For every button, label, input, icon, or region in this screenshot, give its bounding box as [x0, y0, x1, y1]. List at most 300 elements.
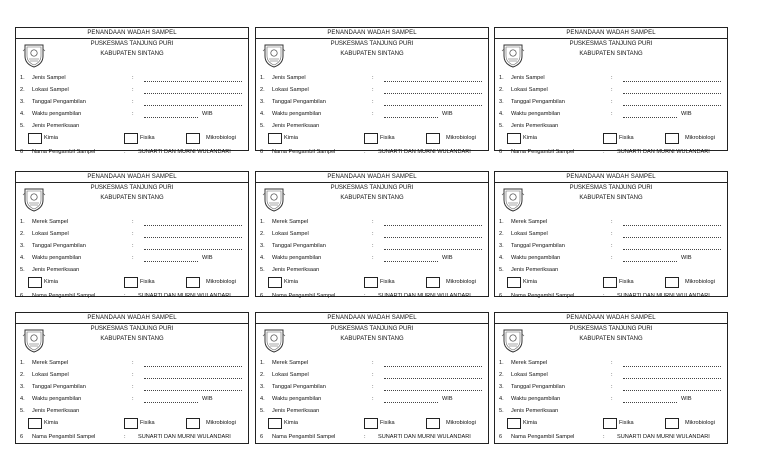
exam-type-row: [20, 406, 248, 418]
institution-regency: KABUPATEN SINTANG: [340, 51, 404, 57]
form-fields: [16, 217, 248, 303]
form-field-row: [260, 382, 488, 394]
field-number: 4.: [260, 396, 265, 402]
form-field-row: [20, 394, 248, 406]
form-field-row: [499, 217, 727, 229]
field-fill-line[interactable]: [623, 231, 721, 238]
form-field-row: [260, 229, 488, 241]
form-field-row: [499, 253, 727, 265]
fisika-label: Fisika: [619, 420, 634, 426]
institution-regency: KABUPATEN SINTANG: [340, 336, 404, 342]
fisika-checkbox[interactable]: [124, 418, 138, 429]
mikrobiologi-checkbox[interactable]: [665, 133, 679, 144]
form-field-row: [499, 358, 727, 370]
field-label: Lokasi Sampel: [272, 87, 309, 93]
field-number: 5.: [20, 267, 25, 273]
exam-type-row: [499, 265, 727, 277]
field-fill-line[interactable]: [384, 231, 482, 238]
field-colon: :: [611, 396, 613, 402]
fisika-checkbox[interactable]: [364, 277, 378, 288]
kimia-label: Kimia: [284, 135, 298, 141]
form-fields: [256, 217, 488, 303]
field-number: 4.: [260, 111, 265, 117]
field-fill-line[interactable]: [623, 372, 721, 379]
field-number: 3.: [260, 243, 265, 249]
field-label: Jenis Pemeriksaan: [511, 408, 559, 414]
field-fill-line[interactable]: [144, 384, 242, 391]
field-fill-line[interactable]: [384, 99, 482, 106]
label-header: PENANDAAN WADAH SAMPEL: [495, 172, 727, 183]
field-colon: :: [611, 255, 613, 261]
exam-type-row: [260, 121, 488, 133]
form-fields: [256, 358, 488, 444]
field-fill-line[interactable]: [144, 360, 242, 367]
field-fill-line[interactable]: [623, 87, 721, 94]
field-fill-line[interactable]: [384, 384, 482, 391]
wib-unit: WIB: [442, 111, 453, 117]
institution-regency: KABUPATEN SINTANG: [579, 195, 643, 201]
field-number: 3.: [20, 384, 25, 390]
field-label: Nama Pengambil Sampel: [511, 293, 575, 299]
exam-checkboxes: [260, 133, 488, 147]
fisika-checkbox[interactable]: [364, 418, 378, 429]
field-label: Lokasi Sampel: [32, 372, 69, 378]
field-label: Tanggal Pengambilan: [511, 243, 565, 249]
field-colon: :: [132, 360, 134, 366]
field-label: Lokasi Sampel: [32, 87, 69, 93]
field-label: Waktu pengambilan: [511, 396, 561, 402]
field-number: 3.: [499, 243, 504, 249]
field-colon: :: [372, 75, 374, 81]
form-field-row: [499, 394, 727, 406]
field-colon: :: [611, 219, 613, 225]
field-colon: :: [611, 384, 613, 390]
field-number: 6: [20, 293, 24, 299]
collector-name: SUNARTI DAN MURNI WULANDARI: [138, 293, 231, 299]
field-number: 4.: [499, 111, 504, 117]
field-label: Jenis Pemeriksaan: [32, 123, 80, 129]
field-label: Jenis Pemeriksaan: [511, 267, 559, 273]
field-number: 5.: [20, 123, 25, 129]
field-label: Jenis Pemeriksaan: [511, 123, 559, 129]
kimia-checkbox[interactable]: [507, 418, 521, 429]
field-colon: :: [132, 75, 134, 81]
institution-block: [495, 39, 727, 73]
field-number: 4.: [499, 396, 504, 402]
institution-block: [16, 39, 248, 73]
field-colon: :: [611, 243, 613, 249]
field-colon: :: [611, 360, 613, 366]
institution-regency: KABUPATEN SINTANG: [100, 336, 164, 342]
field-label: Jenis Pemeriksaan: [272, 408, 320, 414]
field-colon: :: [603, 434, 605, 440]
collector-row: [260, 432, 488, 444]
form-field-row: [260, 358, 488, 370]
field-colon: :: [132, 384, 134, 390]
collector-row: [260, 147, 488, 159]
collector-row: [499, 432, 727, 444]
form-field-row: [499, 370, 727, 382]
institution-name: PUSKESMAS TANJUNG PURI: [330, 185, 414, 191]
exam-checkboxes: [260, 277, 488, 291]
form-field-row: [20, 370, 248, 382]
form-field-row: [499, 73, 727, 85]
field-label: Jenis Pemeriksaan: [272, 123, 320, 129]
institution-block: [495, 183, 727, 217]
field-colon: :: [611, 87, 613, 93]
mikrobiologi-label: Mikrobiologi: [685, 279, 715, 285]
form-field-row: [260, 394, 488, 406]
field-colon: :: [372, 87, 374, 93]
exam-type-row: [20, 121, 248, 133]
field-label: Tanggal Pengambilan: [272, 384, 326, 390]
exam-checkboxes: [260, 418, 488, 432]
field-number: 6: [260, 293, 264, 299]
field-label: Tanggal Pengambilan: [272, 99, 326, 105]
form-field-row: [260, 253, 488, 265]
field-fill-line[interactable]: [384, 219, 482, 226]
field-fill-line[interactable]: [384, 87, 482, 94]
field-fill-line[interactable]: [144, 396, 198, 403]
form-field-row: [260, 370, 488, 382]
field-fill-line[interactable]: [623, 111, 677, 118]
field-colon: :: [132, 243, 134, 249]
field-label: Tanggal Pengambilan: [272, 243, 326, 249]
field-number: 5.: [499, 267, 504, 273]
field-label: Nama Pengambil Sampel: [32, 434, 96, 440]
field-label: Tanggal Pengambilan: [32, 243, 86, 249]
kimia-checkbox[interactable]: [268, 418, 282, 429]
fisika-checkbox[interactable]: [603, 133, 617, 144]
field-fill-line[interactable]: [384, 372, 482, 379]
field-fill-line[interactable]: [623, 243, 721, 250]
field-number: 4.: [20, 255, 25, 261]
field-colon: :: [611, 99, 613, 105]
collector-name: SUNARTI DAN MURNI WULANDARI: [617, 149, 710, 155]
sample-label-card: [494, 27, 728, 155]
field-label: Merek Sampel: [511, 219, 548, 225]
institution-name: PUSKESMAS TANJUNG PURI: [90, 185, 174, 191]
field-colon: :: [603, 149, 605, 155]
mikrobiologi-checkbox[interactable]: [665, 418, 679, 429]
wib-unit: WIB: [442, 255, 453, 261]
field-colon: :: [364, 149, 366, 155]
field-fill-line[interactable]: [384, 396, 438, 403]
field-colon: :: [364, 434, 366, 440]
kimia-checkbox[interactable]: [507, 133, 521, 144]
kimia-checkbox[interactable]: [28, 418, 42, 429]
field-number: 1.: [499, 75, 504, 81]
sample-label-card: [494, 312, 728, 444]
form-field-row: [499, 241, 727, 253]
field-label: Nama Pengambil Sampel: [511, 434, 575, 440]
field-number: 1.: [260, 219, 265, 225]
field-number: 1.: [260, 75, 265, 81]
exam-type-row: [260, 406, 488, 418]
wib-unit: WIB: [202, 255, 213, 261]
kimia-checkbox[interactable]: [28, 133, 42, 144]
field-label: Nama Pengambil Sampel: [32, 293, 96, 299]
fisika-label: Fisika: [619, 279, 634, 285]
form-fields: [256, 73, 488, 159]
label-header: PENANDAAN WADAH SAMPEL: [256, 313, 488, 324]
field-label: Tanggal Pengambilan: [511, 384, 565, 390]
exam-checkboxes: [499, 277, 727, 291]
kimia-label: Kimia: [44, 135, 58, 141]
field-fill-line[interactable]: [623, 396, 677, 403]
field-label: Tanggal Pengambilan: [32, 99, 86, 105]
field-label: Merek Sampel: [32, 219, 69, 225]
field-number: 2.: [499, 87, 504, 93]
sample-label-card: [255, 171, 489, 297]
institution-regency: KABUPATEN SINTANG: [340, 195, 404, 201]
mikrobiologi-checkbox[interactable]: [186, 277, 200, 288]
field-label: Waktu pengambilan: [511, 111, 561, 117]
field-colon: :: [132, 87, 134, 93]
mikrobiologi-checkbox[interactable]: [186, 133, 200, 144]
exam-type-row: [499, 406, 727, 418]
field-colon: :: [372, 231, 374, 237]
form-fields: [16, 358, 248, 444]
collector-name: SUNARTI DAN MURNI WULANDARI: [617, 293, 710, 299]
institution-name: PUSKESMAS TANJUNG PURI: [569, 41, 653, 47]
fisika-checkbox[interactable]: [124, 133, 138, 144]
field-label: Jenis Sampel: [511, 75, 545, 81]
field-colon: :: [132, 231, 134, 237]
institution-block: [16, 183, 248, 217]
collector-row: [20, 432, 248, 444]
field-number: 5.: [499, 123, 504, 129]
field-label: Waktu pengambilan: [32, 396, 82, 402]
form-field-row: [20, 241, 248, 253]
field-fill-line[interactable]: [623, 75, 721, 82]
fisika-checkbox[interactable]: [603, 418, 617, 429]
kimia-checkbox[interactable]: [268, 277, 282, 288]
field-colon: :: [124, 293, 126, 299]
field-label: Waktu pengambilan: [32, 111, 82, 117]
institution-name: PUSKESMAS TANJUNG PURI: [90, 41, 174, 47]
field-fill-line[interactable]: [384, 243, 482, 250]
field-number: 2.: [20, 372, 25, 378]
mikrobiologi-checkbox[interactable]: [426, 418, 440, 429]
field-number: 3.: [260, 99, 265, 105]
field-label: Waktu pengambilan: [32, 255, 82, 261]
field-colon: :: [132, 372, 134, 378]
field-label: Lokasi Sampel: [511, 231, 548, 237]
sample-label-card: [15, 27, 249, 155]
field-label: Merek Sampel: [272, 360, 309, 366]
field-colon: :: [372, 360, 374, 366]
collector-name: SUNARTI DAN MURNI WULANDARI: [617, 434, 710, 440]
field-fill-line[interactable]: [144, 99, 242, 106]
fisika-label: Fisika: [140, 135, 155, 141]
field-number: 6: [260, 149, 264, 155]
field-colon: :: [611, 372, 613, 378]
exam-checkboxes: [20, 418, 248, 432]
field-fill-line[interactable]: [144, 111, 198, 118]
form-field-row: [20, 382, 248, 394]
field-fill-line[interactable]: [623, 255, 677, 262]
institution-regency: KABUPATEN SINTANG: [579, 51, 643, 57]
fisika-label: Fisika: [380, 135, 395, 141]
field-number: 4.: [20, 396, 25, 402]
form-field-row: [20, 97, 248, 109]
sample-label-card: [494, 171, 728, 297]
fisika-checkbox[interactable]: [124, 277, 138, 288]
exam-checkboxes: [499, 418, 727, 432]
collector-row: [260, 291, 488, 303]
field-number: 3.: [260, 384, 265, 390]
mikrobiologi-checkbox[interactable]: [186, 418, 200, 429]
label-header: PENANDAAN WADAH SAMPEL: [495, 28, 727, 39]
field-fill-line[interactable]: [623, 99, 721, 106]
institution-block: [256, 39, 488, 73]
form-fields: [495, 358, 727, 444]
field-colon: :: [132, 396, 134, 402]
institution-name: PUSKESMAS TANJUNG PURI: [330, 41, 414, 47]
field-label: Lokasi Sampel: [511, 372, 548, 378]
field-label: Jenis Sampel: [272, 75, 306, 81]
fisika-checkbox[interactable]: [364, 133, 378, 144]
exam-type-row: [499, 121, 727, 133]
field-label: Tanggal Pengambilan: [32, 384, 86, 390]
kimia-label: Kimia: [44, 279, 58, 285]
label-header: PENANDAAN WADAH SAMPEL: [16, 28, 248, 39]
field-number: 1.: [20, 360, 25, 366]
field-colon: :: [372, 99, 374, 105]
field-fill-line[interactable]: [144, 87, 242, 94]
field-number: 1.: [260, 360, 265, 366]
field-colon: :: [611, 231, 613, 237]
field-number: 6: [20, 149, 24, 155]
exam-type-row: [260, 265, 488, 277]
field-label: Jenis Pemeriksaan: [32, 267, 80, 273]
field-number: 6: [499, 434, 503, 440]
field-fill-line[interactable]: [384, 255, 438, 262]
field-number: 3.: [20, 99, 25, 105]
field-colon: :: [372, 396, 374, 402]
kimia-label: Kimia: [44, 420, 58, 426]
sample-label-card: [255, 312, 489, 444]
mikrobiologi-label: Mikrobiologi: [446, 279, 476, 285]
kimia-checkbox[interactable]: [268, 133, 282, 144]
field-label: Waktu pengambilan: [272, 396, 322, 402]
field-colon: :: [603, 293, 605, 299]
form-field-row: [260, 73, 488, 85]
field-fill-line[interactable]: [384, 360, 482, 367]
field-label: Lokasi Sampel: [32, 231, 69, 237]
collector-row: [499, 147, 727, 159]
form-field-row: [20, 85, 248, 97]
field-fill-line[interactable]: [384, 111, 438, 118]
form-field-row: [499, 109, 727, 121]
field-fill-line[interactable]: [384, 75, 482, 82]
collector-name: SUNARTI DAN MURNI WULANDARI: [138, 434, 231, 440]
field-number: 6: [499, 149, 503, 155]
institution-block: [16, 324, 248, 358]
field-number: 2.: [20, 231, 25, 237]
field-number: 2.: [20, 87, 25, 93]
mikrobiologi-checkbox[interactable]: [426, 133, 440, 144]
field-label: Lokasi Sampel: [272, 231, 309, 237]
field-label: Merek Sampel: [32, 360, 69, 366]
field-number: 5.: [260, 123, 265, 129]
fisika-checkbox[interactable]: [603, 277, 617, 288]
field-colon: :: [611, 111, 613, 117]
label-header: PENANDAAN WADAH SAMPEL: [256, 28, 488, 39]
field-fill-line[interactable]: [144, 219, 242, 226]
field-colon: :: [132, 111, 134, 117]
wib-unit: WIB: [442, 396, 453, 402]
wib-unit: WIB: [681, 111, 692, 117]
field-fill-line[interactable]: [623, 384, 721, 391]
fisika-label: Fisika: [619, 135, 634, 141]
field-label: Jenis Pemeriksaan: [32, 408, 80, 414]
field-label: Merek Sampel: [272, 219, 309, 225]
field-fill-line[interactable]: [144, 255, 198, 262]
field-fill-line[interactable]: [144, 243, 242, 250]
form-fields: [495, 217, 727, 303]
field-fill-line[interactable]: [144, 372, 242, 379]
field-colon: :: [372, 384, 374, 390]
mikrobiologi-checkbox[interactable]: [665, 277, 679, 288]
field-colon: :: [372, 372, 374, 378]
field-colon: :: [372, 219, 374, 225]
form-field-row: [499, 382, 727, 394]
field-fill-line[interactable]: [144, 231, 242, 238]
institution-block: [256, 183, 488, 217]
collector-row: [499, 291, 727, 303]
field-fill-line[interactable]: [144, 75, 242, 82]
institution-name: PUSKESMAS TANJUNG PURI: [90, 326, 174, 332]
mikrobiologi-label: Mikrobiologi: [685, 135, 715, 141]
mikrobiologi-label: Mikrobiologi: [206, 420, 236, 426]
field-label: Lokasi Sampel: [511, 87, 548, 93]
field-number: 2.: [260, 87, 265, 93]
field-number: 5.: [260, 267, 265, 273]
field-label: Nama Pengambil Sampel: [32, 149, 96, 155]
field-label: Waktu pengambilan: [272, 111, 322, 117]
field-number: 2.: [260, 231, 265, 237]
field-label: Nama Pengambil Sampel: [272, 149, 336, 155]
kimia-label: Kimia: [523, 135, 537, 141]
label-header: PENANDAAN WADAH SAMPEL: [256, 172, 488, 183]
form-field-row: [20, 358, 248, 370]
label-header: PENANDAAN WADAH SAMPEL: [16, 172, 248, 183]
institution-regency: KABUPATEN SINTANG: [100, 51, 164, 57]
kimia-label: Kimia: [284, 420, 298, 426]
form-field-row: [499, 85, 727, 97]
kimia-checkbox[interactable]: [28, 277, 42, 288]
exam-checkboxes: [20, 133, 248, 147]
institution-regency: KABUPATEN SINTANG: [579, 336, 643, 342]
mikrobiologi-label: Mikrobiologi: [206, 135, 236, 141]
form-field-row: [499, 97, 727, 109]
field-number: 2.: [260, 372, 265, 378]
field-number: 4.: [499, 255, 504, 261]
field-number: 6: [499, 293, 503, 299]
kimia-checkbox[interactable]: [507, 277, 521, 288]
field-fill-line[interactable]: [623, 360, 721, 367]
field-colon: :: [124, 149, 126, 155]
institution-block: [495, 324, 727, 358]
mikrobiologi-checkbox[interactable]: [426, 277, 440, 288]
kimia-label: Kimia: [523, 279, 537, 285]
field-fill-line[interactable]: [623, 219, 721, 226]
collector-row: [20, 291, 248, 303]
fisika-label: Fisika: [380, 279, 395, 285]
field-label: Jenis Pemeriksaan: [272, 267, 320, 273]
